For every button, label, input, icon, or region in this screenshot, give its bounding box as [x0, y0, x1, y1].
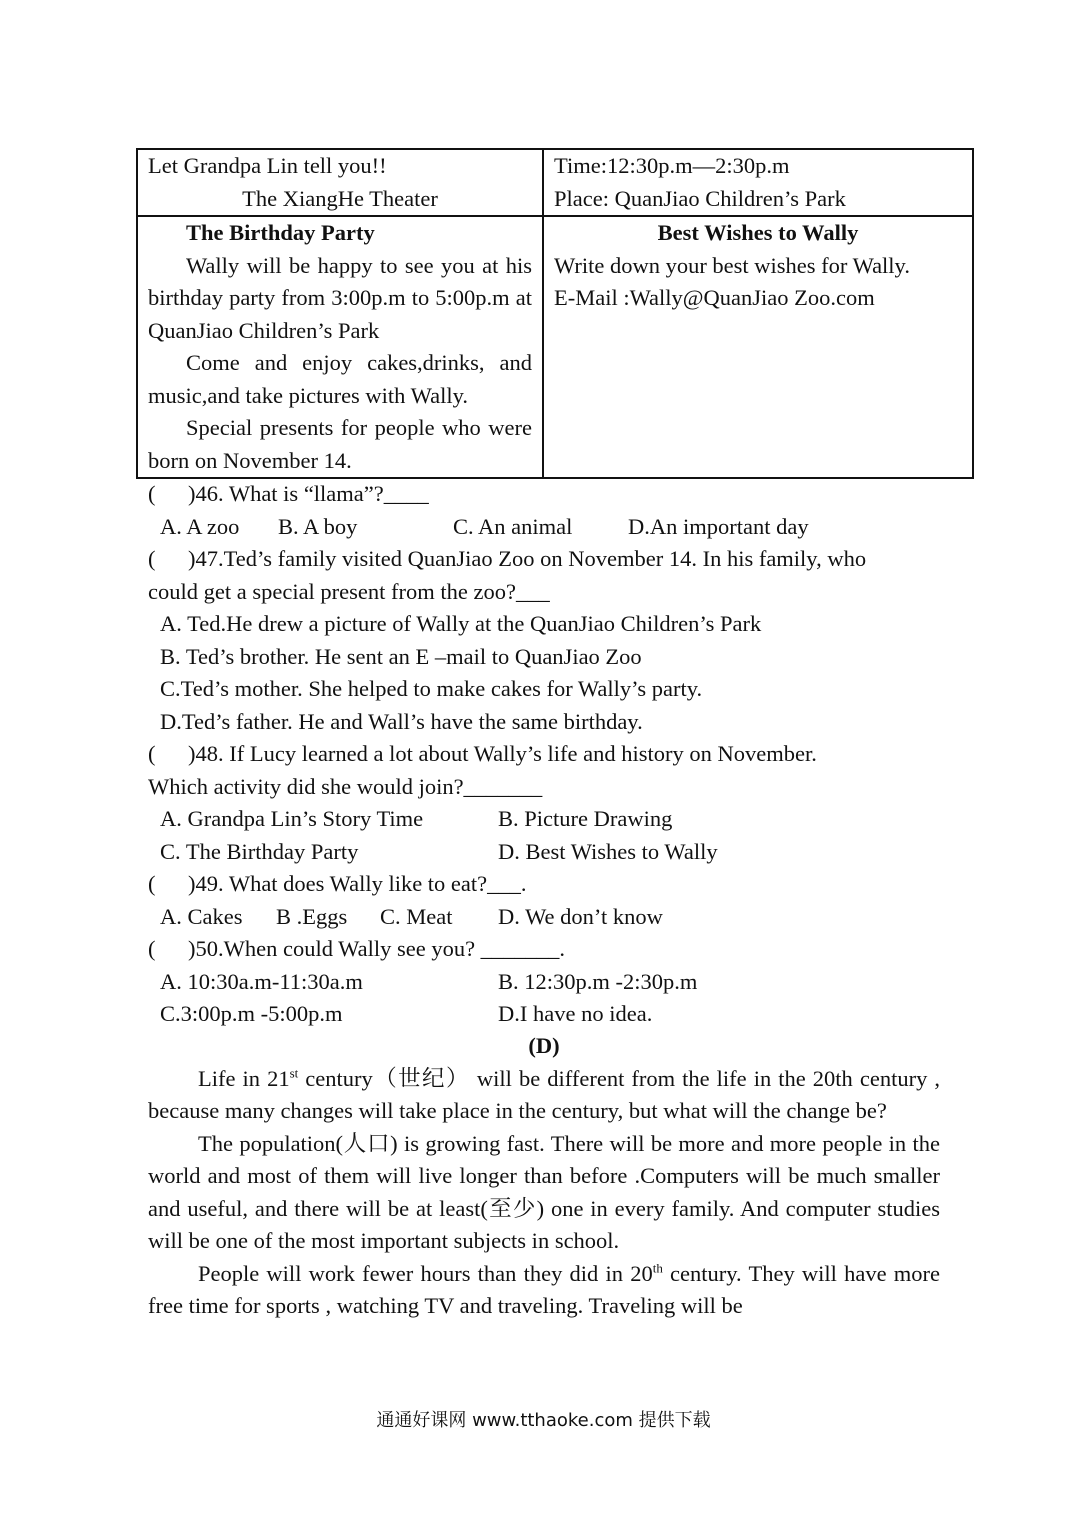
- story-place: The XiangHe Theater: [242, 185, 438, 211]
- question-49-stem: [148, 868, 940, 901]
- option-c: C.3:00p.m -5:00p.m: [160, 1001, 343, 1026]
- question-47-stem: [148, 543, 940, 576]
- paragraph-1-start: Life in 21: [198, 1065, 290, 1091]
- notice-row-top: [137, 149, 973, 216]
- answer-bracket: (: [148, 936, 156, 961]
- option-d: D. Best Wishes to Wally: [498, 838, 718, 864]
- picture-drawing-cell: [543, 149, 973, 216]
- wishes-title: Best Wishes to Wally: [657, 220, 859, 245]
- question-48-options-ab: [148, 803, 940, 836]
- option-c: C. The Birthday Party: [160, 838, 359, 864]
- question-48-text-1: )48. If Lucy learned a lot about Wally’s life and history on November.: [188, 741, 817, 766]
- option-a: A. Ted.He drew a picture of Wally at the QuanJiao Children’s Park: [160, 611, 762, 636]
- wishes-line-2: E-Mail :Wally@QuanJiao Zoo.com: [554, 285, 875, 310]
- question-48-stem: [148, 738, 940, 771]
- option-b: B. A boy: [278, 513, 358, 539]
- paragraph-1-rest: century（世纪） will be different from the life in the 20th century , because many changes will take place in the century, but what will the change be?: [148, 1065, 940, 1123]
- question-46-text: )46. What is “llama”?____: [188, 481, 429, 506]
- birthday-party-cell: [137, 216, 543, 478]
- option-b: B. Picture Drawing: [498, 806, 673, 831]
- question-list: [148, 478, 940, 1031]
- paragraph-3-start: People will work fewer hours than they did in 20: [198, 1260, 653, 1286]
- question-46-stem: [148, 478, 940, 511]
- option-a: A. Cakes: [160, 903, 243, 929]
- superscript-th: th: [652, 1260, 663, 1275]
- option-d: D.An important day: [628, 513, 809, 539]
- footer-source-line: 通通好课网 www.tthaoke.com 提供下载: [376, 1410, 711, 1431]
- question-50-options-cd: [148, 998, 940, 1031]
- party-title: The Birthday Party: [186, 220, 375, 245]
- option-b: B .Eggs: [276, 903, 348, 929]
- question-47-text-2: could get a special present from the zoo?___: [148, 578, 550, 604]
- question-46-options: [148, 511, 940, 544]
- story-title: Let Grandpa Lin tell you!!: [148, 153, 387, 178]
- question-49-options: [148, 901, 940, 934]
- answer-bracket: (: [148, 546, 156, 571]
- question-50-options-ab: [148, 966, 940, 999]
- notice-row-bottom: [137, 216, 973, 478]
- drawing-place: Place: QuanJiao Children’s Park: [554, 185, 846, 211]
- best-wishes-cell: [543, 216, 973, 478]
- option-c: C. Meat: [380, 903, 453, 929]
- question-50-text: )50.When could Wally see you? _______.: [188, 936, 566, 961]
- paragraph-3-rest: century. They will have more free time for sports , watching TV and traveling. Traveling will be: [148, 1260, 940, 1318]
- passage-paragraph-3: [148, 1258, 940, 1323]
- passage-heading: (D): [528, 1033, 560, 1058]
- party-paragraph-1: Wally will be happy to see you at his birthday party from 3:00p.m to 5:00p.m at QuanJiao Children’s Park: [148, 252, 532, 343]
- story-time-cell: [137, 149, 543, 216]
- party-paragraph-3: Special presents for people who were born on November 14.: [148, 415, 532, 473]
- answer-bracket: (: [148, 481, 156, 506]
- passage-paragraph-1: [148, 1063, 940, 1128]
- option-d: D. We don’t know: [498, 903, 663, 929]
- option-a: A. A zoo: [160, 513, 240, 539]
- option-b: B. 12:30p.m -2:30p.m: [498, 968, 698, 994]
- reading-passage-d: [148, 1030, 940, 1323]
- option-d: D.I have no idea.: [498, 1001, 653, 1026]
- question-50-stem: [148, 933, 940, 966]
- option-a: A. Grandpa Lin’s Story Time: [160, 806, 424, 831]
- drawing-time: Time:12:30p.m—2:30p.m: [554, 153, 790, 178]
- passage-paragraph-2: The population(人口) is growing fast. There will be more and more people in the world and most of them will live longer than before .Computers will be much smaller and useful, and there will be at least(至少) one in every family. And computer studies will be one of the most important subjects in school.: [148, 1130, 940, 1253]
- superscript-st: st: [289, 1065, 299, 1080]
- question-48-text-2: Which activity did she would join?_______: [148, 773, 543, 799]
- question-48-options-cd: [148, 836, 940, 869]
- question-47-text-1: )47.Ted’s family visited QuanJiao Zoo on November 14. In his family, who: [188, 546, 867, 571]
- option-b: B. Ted’s brother. He sent an E –mail to QuanJiao Zoo: [160, 643, 642, 669]
- answer-bracket: (: [148, 741, 156, 766]
- question-49-text: )49. What does Wally like to eat?___.: [188, 871, 527, 896]
- option-d: D.Ted’s father. He and Wall’s have the same birthday.: [160, 708, 643, 734]
- option-a: A. 10:30a.m-11:30a.m: [160, 968, 363, 994]
- wishes-line-1: Write down your best wishes for Wally.: [554, 252, 910, 278]
- party-paragraph-2: Come and enjoy cakes,drinks, and music,and take pictures with Wally.: [148, 350, 532, 408]
- activity-notice-table: [136, 148, 974, 479]
- answer-bracket: (: [148, 871, 156, 896]
- option-c: C. An animal: [453, 513, 573, 539]
- option-c: C.Ted’s mother. She helped to make cakes for Wally’s party.: [160, 676, 703, 701]
